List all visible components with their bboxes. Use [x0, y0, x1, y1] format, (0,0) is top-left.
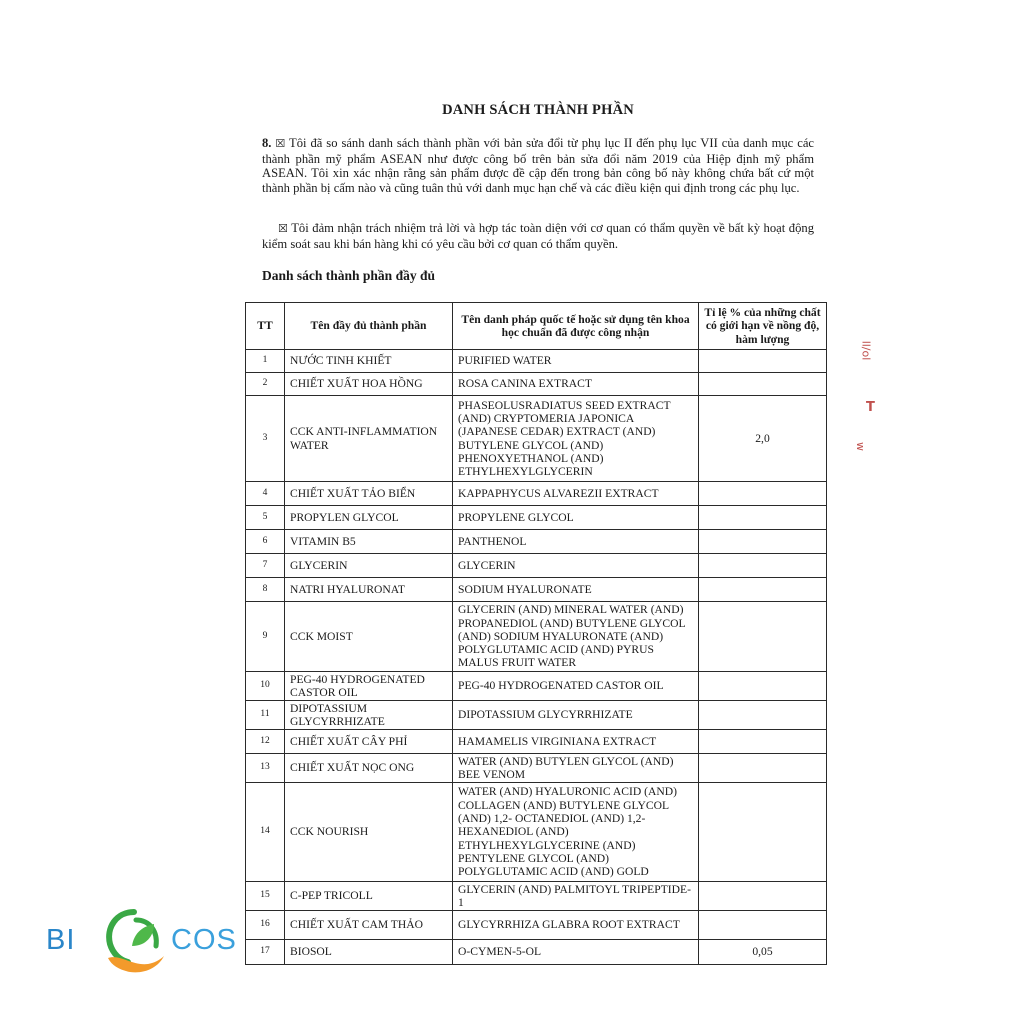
row-number: 4 [246, 482, 285, 506]
ingredient-name: GLYCERIN [285, 554, 453, 578]
table-row [246, 396, 827, 482]
margin-mark: ll/ol [859, 340, 873, 361]
concentration-ratio [699, 578, 827, 602]
table-row [246, 911, 827, 940]
inci-name: PROPYLENE GLYCOL [453, 506, 699, 530]
table-row [246, 554, 827, 578]
table-row [246, 482, 827, 506]
table-row [246, 373, 827, 396]
inci-name: PHASEOLUSRADIATUS SEED EXTRACT (AND) CRYPTOMERIA JAPONICA (JAPANESE CEDAR) EXTRACT (AND) BUTYLENE GLYCOL (AND) PHENOXYETHANOL (AND) ETHYLHEXYLGLYCERIN [453, 396, 699, 482]
table-row [246, 578, 827, 602]
concentration-ratio [699, 911, 827, 940]
ingredient-name: CCK MOIST [285, 602, 453, 672]
checked-box-icon: ☒ [275, 137, 286, 150]
table-row [246, 530, 827, 554]
inci-name: O-CYMEN-5-OL [453, 940, 699, 965]
inci-name: WATER (AND) HYALURONIC ACID (AND) COLLAGEN (AND) BUTYLENE GLYCOL (AND) 1,2- OCTANEDIOL (AND) 1,2-HEXANEDIOL (AND) ETHYLHEXYLGLYCERINE (AND) PENTYLENE GLYCOL (AND) POLYGLUTAMIC ACID (AND) GOLD [453, 783, 699, 882]
table-row [246, 350, 827, 373]
col-header-name: Tên đầy đủ thành phần [285, 303, 453, 350]
table-row [246, 783, 827, 882]
ingredient-name: NƯỚC TINH KHIẾT [285, 350, 453, 373]
inci-name: GLYCERIN [453, 554, 699, 578]
row-number: 7 [246, 554, 285, 578]
row-number: 15 [246, 882, 285, 911]
concentration-ratio [699, 672, 827, 701]
concentration-ratio [699, 350, 827, 373]
table-header-row [246, 303, 827, 350]
document-title: DANH SÁCH THÀNH PHẦN [442, 102, 634, 118]
concentration-ratio [699, 482, 827, 506]
section-number: 8. [262, 136, 272, 150]
table-row [246, 701, 827, 730]
table-row [246, 602, 827, 672]
ingredient-name: CHIẾT XUẤT CAM THẢO [285, 911, 453, 940]
concentration-ratio [699, 554, 827, 578]
inci-name: GLYCERIN (AND) MINERAL WATER (AND) PROPANEDIOL (AND) BUTYLENE GLYCOL (AND) SODIUM HYALURONATE (AND) POLYGLUTAMIC ACID (AND) PYRUS MALUS FRUIT WATER [453, 602, 699, 672]
row-number: 12 [246, 730, 285, 754]
biocos-logo [46, 906, 246, 982]
table-row [246, 754, 827, 783]
row-number: 1 [246, 350, 285, 373]
leaf-hand-icon [98, 906, 170, 978]
concentration-ratio [699, 730, 827, 754]
ingredient-name: PROPYLEN GLYCOL [285, 506, 453, 530]
row-number: 16 [246, 911, 285, 940]
concentration-ratio [699, 882, 827, 911]
concentration-ratio [699, 373, 827, 396]
checked-box-icon: ☒ [278, 222, 288, 235]
ingredient-name: CHIẾT XUẤT NỌC ONG [285, 754, 453, 783]
ingredient-name: VITAMIN B5 [285, 530, 453, 554]
table-row [246, 506, 827, 530]
row-number: 8 [246, 578, 285, 602]
row-number: 5 [246, 506, 285, 530]
row-number: 10 [246, 672, 285, 701]
concentration-ratio [699, 783, 827, 882]
inci-name: GLYCYRRHIZA GLABRA ROOT EXTRACT [453, 911, 699, 940]
table-row [246, 882, 827, 911]
concentration-ratio [699, 701, 827, 730]
concentration-ratio [699, 602, 827, 672]
inci-name: WATER (AND) BUTYLEN GLYCOL (AND) BEE VENOM [453, 754, 699, 783]
ingredient-name: CHIẾT XUẤT CÂY PHỈ [285, 730, 453, 754]
inci-name: HAMAMELIS VIRGINIANA EXTRACT [453, 730, 699, 754]
ingredient-name: BIOSOL [285, 940, 453, 965]
inci-name: DIPOTASSIUM GLYCYRRHIZATE [453, 701, 699, 730]
concentration-ratio: 0,05 [699, 940, 827, 965]
col-header-inci: Tên danh pháp quốc tế hoặc sử dụng tên khoa học chuẩn đã được công nhận [453, 303, 699, 350]
table-row [246, 672, 827, 701]
table-row [246, 940, 827, 965]
ingredient-name: C-PEP TRICOLL [285, 882, 453, 911]
row-number: 17 [246, 940, 285, 965]
inci-name: PURIFIED WATER [453, 350, 699, 373]
col-header-ratio: Tỉ lệ % của những chất có giới hạn về nồng độ, hàm lượng [699, 303, 827, 350]
ingredient-name: DIPOTASSIUM GLYCYRRHIZATE [285, 701, 453, 730]
logo-text-left: BI [46, 924, 76, 956]
row-number: 9 [246, 602, 285, 672]
inci-name: SODIUM HYALURONATE [453, 578, 699, 602]
ingredient-list-heading: Danh sách thành phần đầy đủ [262, 268, 435, 283]
inci-name: GLYCERIN (AND) PALMITOYL TRIPEPTIDE-1 [453, 882, 699, 911]
concentration-ratio [699, 506, 827, 530]
declaration-paragraph-2 [262, 221, 814, 251]
table-row [246, 730, 827, 754]
row-number: 6 [246, 530, 285, 554]
col-header-tt: TT [246, 303, 285, 350]
row-number: 3 [246, 396, 285, 482]
row-number: 14 [246, 783, 285, 882]
ingredient-name: CCK ANTI-INFLAMMATION WATER [285, 396, 453, 482]
ingredient-table [245, 302, 827, 965]
concentration-ratio [699, 530, 827, 554]
ingredient-name: CHIẾT XUẤT HOA HỒNG [285, 373, 453, 396]
margin-mark: w [854, 442, 867, 451]
row-number: 11 [246, 701, 285, 730]
ingredient-name: CCK NOURISH [285, 783, 453, 882]
logo-text-right: COS [171, 924, 237, 956]
inci-name: ROSA CANINA EXTRACT [453, 373, 699, 396]
ingredient-name: PEG-40 HYDROGENATED CASTOR OIL [285, 672, 453, 701]
inci-name: PEG-40 HYDROGENATED CASTOR OIL [453, 672, 699, 701]
margin-mark: T [866, 400, 875, 415]
row-number: 13 [246, 754, 285, 783]
concentration-ratio [699, 754, 827, 783]
inci-name: PANTHENOL [453, 530, 699, 554]
declaration-text-2: Tôi đảm nhận trách nhiệm trả lời và hợp tác toàn diện với cơ quan có thẩm quyền về bất kỳ hoạt động kiểm soát sau khi bán hàng khi có yêu cầu bởi cơ quan có thẩm quyền. [262, 221, 814, 251]
row-number: 2 [246, 373, 285, 396]
ingredient-name: CHIẾT XUẤT TẢO BIỂN [285, 482, 453, 506]
concentration-ratio: 2,0 [699, 396, 827, 482]
declaration-text-1: Tôi đã so sánh danh sách thành phần với bản sửa đổi từ phụ lục II đến phụ lục VII của danh mục các thành phần mỹ phẩm ASEAN như được công bố trên bản sửa đổi năm 2019 của Hiệp định mỹ phẩm ASEAN. Tôi xin xác nhận rằng sản phẩm được đề cập đến trong bản công bố này không chứa bất cứ một thành phần bị cấm nào và cũng tuân thủ với danh mục hạn chế và các điều kiện qui định trong các phụ lục. [262, 136, 814, 195]
declaration-paragraph-1 [262, 136, 814, 195]
inci-name: KAPPAPHYCUS ALVAREZII EXTRACT [453, 482, 699, 506]
ingredient-name: NATRI HYALURONAT [285, 578, 453, 602]
